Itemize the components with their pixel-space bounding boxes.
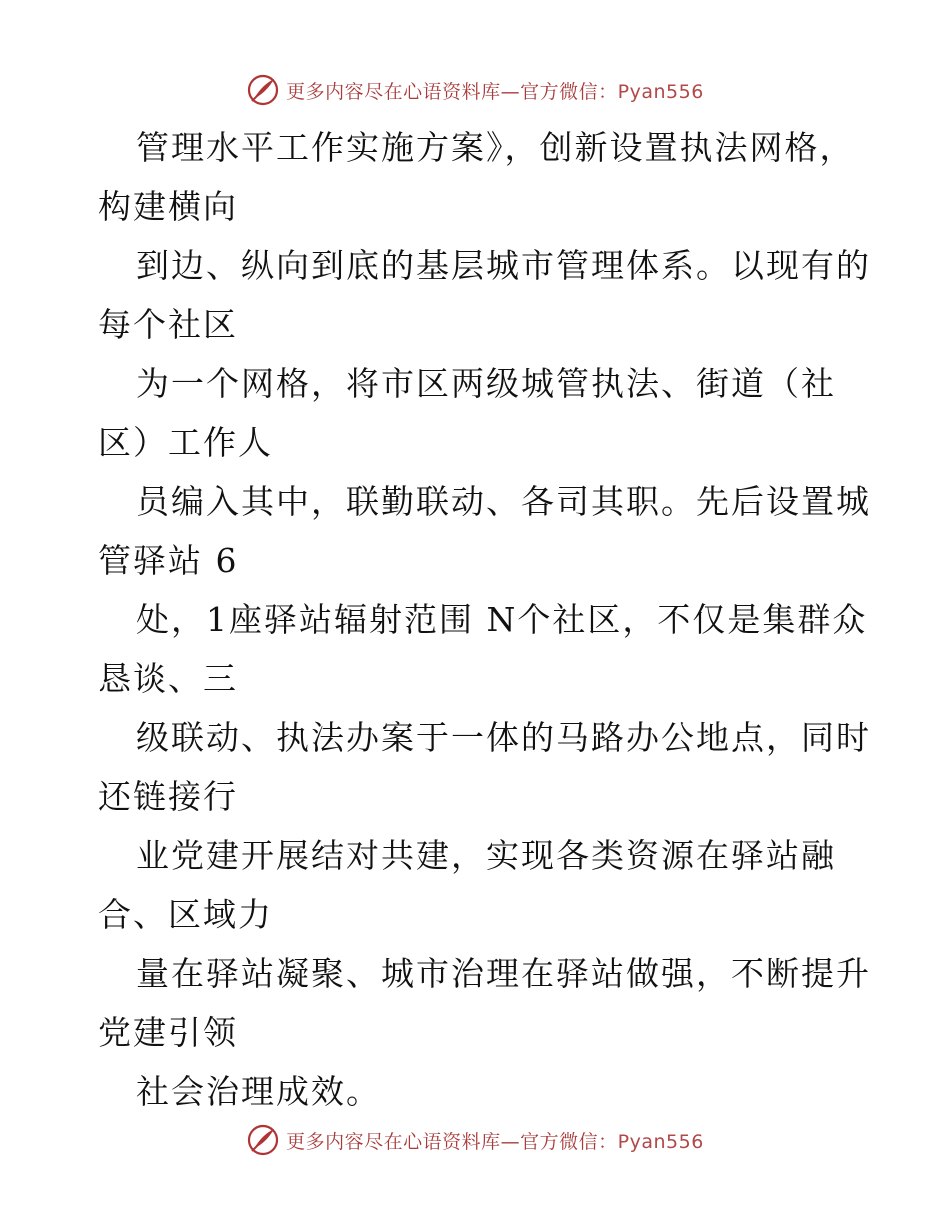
text-line: 区）工作人 — [98, 423, 273, 462]
text-line: 级联动、执法办案于一体的马路办公地点，同时 — [136, 718, 871, 757]
wechat-id: Pyan556 — [617, 80, 704, 103]
feather-quill-logo-icon — [246, 73, 280, 107]
watermark-text: 更多内容尽在心语资料库—官方微信：Pyan556 — [286, 80, 704, 103]
paragraph — [98, 236, 898, 354]
text-line: 管驿站 6 — [98, 541, 239, 580]
text-line: 每个社区 — [98, 305, 238, 344]
paragraph — [98, 708, 898, 826]
text-line: 为一个网格，将市区两级城管执法、街道（社 — [136, 364, 836, 403]
header-watermark-banner — [0, 70, 950, 110]
document-body — [98, 118, 898, 1121]
paragraph — [98, 472, 898, 590]
text-line: 构建横向 — [98, 187, 238, 226]
text-line: 社会治理成效。 — [136, 1072, 381, 1111]
text-line: 合、区域力 — [98, 895, 273, 934]
paragraph — [98, 118, 898, 236]
text-line: 管理水平工作实施方案》，创新设置执法网格， — [136, 128, 855, 167]
wechat-id: Pyan556 — [617, 1130, 704, 1153]
footer-watermark-banner — [0, 1120, 950, 1160]
text-line: 业党建开展结对共建，实现各类资源在驿站融 — [136, 836, 836, 875]
text-line: 恳谈、三 — [98, 659, 238, 698]
text-line: 到边、纵向到底的基层城市管理体系。以现有的 — [136, 246, 871, 285]
paragraph — [98, 944, 898, 1062]
feather-quill-logo-icon — [246, 1123, 280, 1157]
paragraph — [98, 1062, 898, 1121]
paragraph — [98, 590, 898, 708]
text-line: 党建引领 — [98, 1013, 238, 1052]
paragraph — [98, 826, 898, 944]
text-line: 员编入其中，联勤联动、各司其职。先后设置城 — [136, 482, 871, 521]
text-line: 还链接行 — [98, 777, 238, 816]
text-line: 量在驿站凝聚、城市治理在驿站做强，不断提升 — [136, 954, 871, 993]
watermark-text: 更多内容尽在心语资料库—官方微信：Pyan556 — [286, 1130, 704, 1153]
paragraph — [98, 354, 898, 472]
text-line: 处，1座驿站辐射范围 N个社区，不仅是集群众 — [136, 600, 868, 639]
